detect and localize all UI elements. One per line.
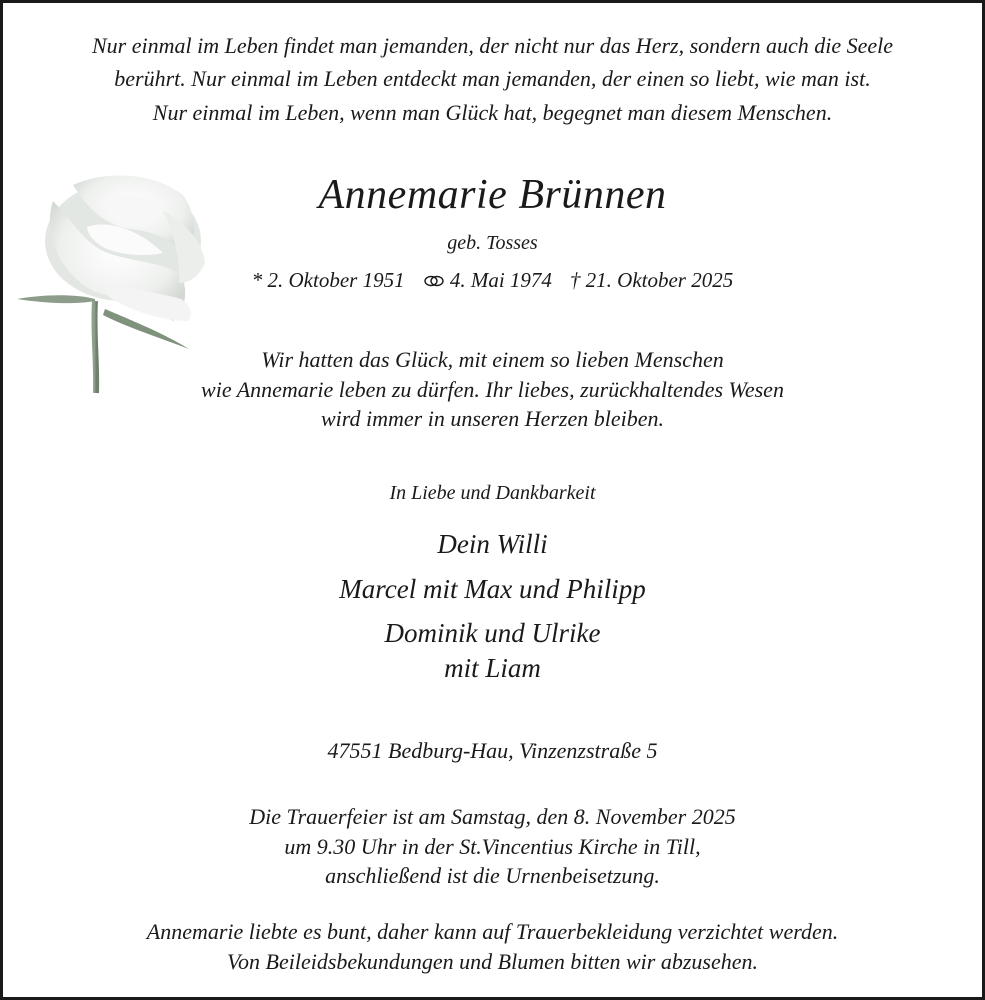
death-date: † 21. Oktober 2025 (569, 268, 734, 292)
quote-line-3: Nur einmal im Leben, wenn man Glück hat, begegnet man diesem Menschen. (152, 100, 833, 125)
closing-phrase: In Liebe und Dankbarkeit (389, 482, 596, 504)
service-line-1: Die Trauerfeier ist am Samstag, den 8. November 2025 (249, 804, 736, 829)
family-line-3: Dominik und Ulrike (384, 618, 601, 648)
address: 47551 Bedburg-Hau, Vinzenzstraße 5 (327, 738, 658, 763)
tribute-line-1: Wir hatten das Glück, mit einem so lieben Menschen (261, 347, 724, 372)
wedding-date: 4. Mai 1974 (449, 268, 552, 292)
maiden-name: geb. Tosses (447, 232, 538, 254)
birth-date: * 2. Oktober 1951 (251, 268, 405, 292)
note-line-1: Annemarie liebte es bunt, daher kann auf Trauerbekleidung verzichtet werden. (146, 919, 839, 944)
family-line-1: Dein Willi (437, 529, 548, 559)
wedding-rings-icon (423, 274, 445, 288)
service-line-3: anschließend ist die Urnenbeisetzung. (325, 863, 660, 888)
family-line-2: Marcel mit Max und Philipp (339, 574, 646, 604)
note-line-2: Von Beileidsbekundungen und Blumen bitten wir abzusehen. (227, 949, 758, 974)
quote-line-2: berührt. Nur einmal im Leben entdeckt man jemanden, der einen so liebt, wie man ist. (114, 66, 871, 91)
tribute-line-3: wird immer in unseren Herzen bleiben. (321, 406, 664, 431)
tribute-line-2: wie Annemarie leben zu dürfen. Ihr liebes, zurückhaltendes Wesen (201, 377, 784, 402)
family-line-4: mit Liam (444, 653, 541, 683)
quote-line-1: Nur einmal im Leben findet man jemanden, der nicht nur das Herz, sondern auch die Seele (91, 33, 894, 58)
deceased-name: Annemarie Brünnen (318, 172, 667, 218)
service-line-2: um 9.30 Uhr in der St.Vincentius Kirche in Till, (284, 834, 701, 859)
life-dates (3, 268, 982, 293)
